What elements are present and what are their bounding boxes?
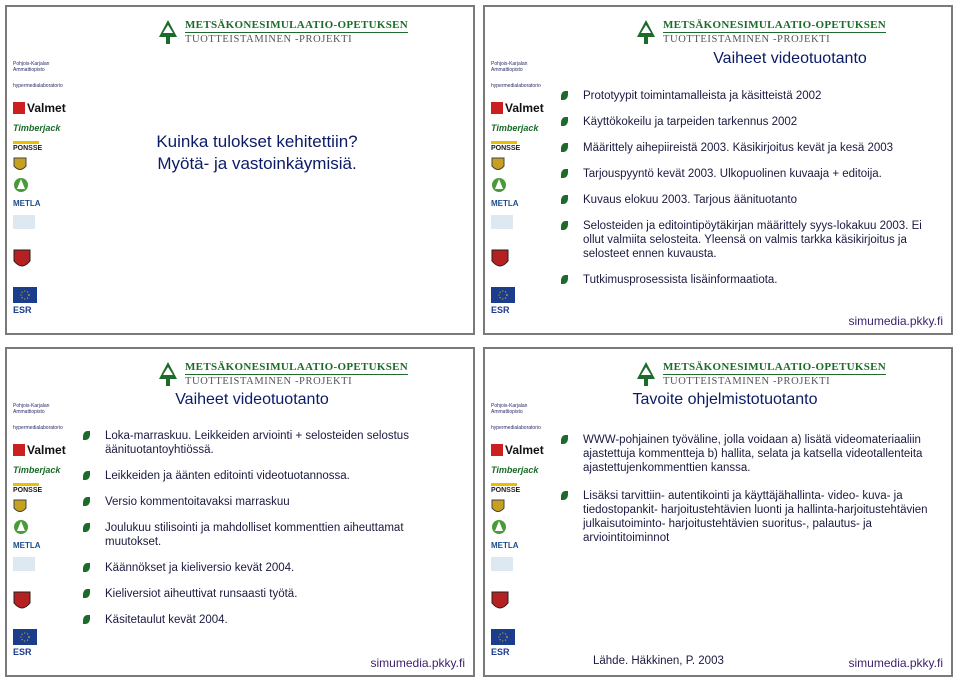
metla-logo: METLA — [491, 199, 519, 208]
crest-icon — [13, 499, 27, 515]
leaf-logo-icon — [13, 177, 29, 193]
slide-2 — [483, 5, 953, 335]
hypermedia-logo: hypermedialaboratorio — [13, 425, 63, 431]
valmet-logo: Valmet — [491, 101, 553, 115]
leaf-logo-icon — [491, 519, 507, 535]
list-item: Lisäksi tarvittiin- autentikointi ja käyttäjähallinta- video- kuva- ja tiedostopankit- harjoitustehtävien luonti ja hallinta-harjoitustehtävien julkaisutoiminto- harjoitustehtävien suoritus-, palautus- ja arviointitoiminnot — [561, 489, 931, 545]
esr-logo: ESR — [491, 305, 510, 315]
sponsor-logo-strip — [491, 393, 553, 669]
coat-of-arms-icon — [13, 249, 31, 271]
valmet-logo: Valmet — [13, 101, 75, 115]
list-item: Versio kommentoitavaksi marraskuu — [83, 495, 423, 509]
coat-of-arms-icon — [13, 591, 31, 613]
project-header-logo — [635, 17, 886, 47]
valmet-logo: Valmet — [13, 443, 75, 457]
list-item: Tarjouspyyntö kevät 2003. Ulkopuolinen kuvaaja + editoija. — [561, 167, 939, 181]
ponsse-logo: PONSSE — [491, 483, 517, 494]
tree-icon — [157, 361, 179, 387]
list-item: Joulukuu stilisointi ja mahdolliset kommenttien aiheuttamat muutokset. — [83, 521, 423, 549]
bullet-icon — [561, 275, 568, 284]
valmet-logo: Valmet — [491, 443, 553, 457]
ponsse-logo: PONSSE — [13, 141, 39, 152]
crest-icon — [491, 499, 505, 515]
metla-logo: METLA — [491, 541, 519, 550]
bullet-icon — [83, 497, 90, 506]
list-item: Käyttökokeilu ja tarpeiden tarkennus 2002 — [561, 115, 939, 129]
pkamk-logo: Pohjois-Karjalan Ammattiopisto — [13, 61, 50, 73]
hypermedia-logo: hypermedialaboratorio — [13, 83, 63, 89]
slide-3-bullets — [83, 429, 423, 627]
header-subtitle: TUOTTEISTAMINEN -PROJEKTI — [663, 33, 831, 45]
metla-logo: METLA — [13, 199, 41, 208]
timberjack-logo: Timberjack — [491, 123, 539, 133]
crest-icon — [13, 157, 27, 173]
list-item: Määrittely aihepiireistä 2003. Käsikirjoitus kevät ja kesä 2003 — [561, 141, 939, 155]
project-header-logo — [157, 17, 408, 47]
header-title: METSÄKONESIMULAATIO-OPETUKSEN — [185, 18, 409, 31]
valmet-mark-icon — [491, 444, 503, 456]
sponsor-logo-strip — [491, 51, 553, 327]
finland-map-icon — [13, 215, 35, 229]
bullet-icon — [561, 117, 568, 126]
list-item: WWW-pohjainen työväline, jolla voidaan a) lisätä videomateriaaliin ajastettuja kommentteja b) hallita, selata ja katsella videotallenteita ajastettujenkommenttien kanssa. — [561, 433, 931, 475]
slide-4-title: Tavoite ohjelmistotuotanto — [632, 391, 818, 408]
coat-of-arms-icon — [491, 249, 509, 271]
tree-icon — [157, 19, 179, 45]
coat-of-arms-icon — [491, 591, 509, 613]
slide-4-bullets — [561, 433, 931, 545]
list-item: Selosteiden ja editointipöytäkirjan määrittely syys-lokakuu 2003. Ei ollut valmiita selosteita. Yleensä on valmis tarkka käsikirjoitus ja selosteet ennen kuvausta. — [561, 219, 939, 261]
bullet-icon — [561, 491, 568, 500]
timberjack-logo: Timberjack — [13, 465, 61, 475]
tree-icon — [635, 361, 657, 387]
finland-map-icon — [491, 557, 513, 571]
bullet-icon — [83, 615, 90, 624]
header-title: METSÄKONESIMULAATIO-OPETUKSEN — [663, 18, 887, 31]
header-title: METSÄKONESIMULAATIO-OPETUKSEN — [663, 360, 887, 373]
slide-3-title: Vaiheet videotuotanto — [175, 391, 329, 408]
footer-url: simumedia.pkky.fi — [848, 656, 943, 670]
list-item: Kuvaus elokuu 2003. Tarjous äänituotanto — [561, 193, 939, 207]
header-subtitle: TUOTTEISTAMINEN -PROJEKTI — [663, 375, 831, 387]
timberjack-logo: Timberjack — [491, 465, 539, 475]
eu-flag-icon — [13, 629, 37, 645]
project-header-logo — [157, 359, 408, 389]
slide-3 — [5, 347, 475, 677]
crest-icon — [491, 157, 505, 173]
list-item: Tutkimusprosessista lisäinformaatiota. — [561, 273, 939, 287]
bullet-icon — [83, 431, 90, 440]
slide-4 — [483, 347, 953, 677]
list-item: Kieliversiot aiheuttivat runsaasti työtä. — [83, 587, 423, 601]
esr-logo: ESR — [13, 647, 32, 657]
leaf-logo-icon — [491, 177, 507, 193]
hypermedia-logo: hypermedialaboratorio — [491, 425, 541, 431]
metla-logo: METLA — [13, 541, 41, 550]
header-title: METSÄKONESIMULAATIO-OPETUKSEN — [185, 360, 409, 373]
bullet-icon — [561, 435, 568, 444]
eu-flag-icon — [491, 287, 515, 303]
leaf-logo-icon — [13, 519, 29, 535]
header-subtitle: TUOTTEISTAMINEN -PROJEKTI — [185, 33, 353, 45]
list-item: Käännökset ja kieliversio kevät 2004. — [83, 561, 423, 575]
valmet-mark-icon — [491, 102, 503, 114]
bullet-icon — [561, 91, 568, 100]
header-subtitle: TUOTTEISTAMINEN -PROJEKTI — [185, 375, 353, 387]
list-item: Loka-marraskuu. Leikkeiden arviointi + selosteiden selostus äänituotantoyhtiössä. — [83, 429, 423, 457]
source-citation: Lähde. Häkkinen, P. 2003 — [593, 655, 724, 667]
esr-logo: ESR — [491, 647, 510, 657]
slide-2-bullets — [561, 89, 939, 287]
eu-flag-icon — [491, 629, 515, 645]
ponsse-logo: PONSSE — [13, 483, 39, 494]
bullet-icon — [83, 563, 90, 572]
valmet-mark-icon — [13, 102, 25, 114]
sponsor-logo-strip — [13, 393, 75, 669]
slide-2-title: Vaiheet videotuotanto — [713, 50, 867, 67]
bullet-icon — [83, 589, 90, 598]
project-header-logo — [635, 359, 886, 389]
eu-flag-icon — [13, 287, 37, 303]
valmet-mark-icon — [13, 444, 25, 456]
list-item: Leikkeiden ja äänten editointi videotuotannossa. — [83, 469, 423, 483]
finland-map-icon — [13, 557, 35, 571]
slide-1-title: Kuinka tulokset kehitettiin? Myötä- ja vastoinkäymisiä. — [156, 132, 358, 173]
bullet-icon — [83, 523, 90, 532]
ponsse-logo: PONSSE — [491, 141, 517, 152]
bullet-icon — [561, 195, 568, 204]
footer-url: simumedia.pkky.fi — [848, 314, 943, 328]
pkamk-logo: Pohjois-Karjalan Ammattiopisto — [491, 61, 528, 73]
slide-1 — [5, 5, 475, 335]
hypermedia-logo: hypermedialaboratorio — [491, 83, 541, 89]
esr-logo: ESR — [13, 305, 32, 315]
bullet-icon — [83, 471, 90, 480]
tree-icon — [635, 19, 657, 45]
finland-map-icon — [491, 215, 513, 229]
bullet-icon — [561, 169, 568, 178]
list-item: Käsitetaulut kevät 2004. — [83, 613, 423, 627]
footer-url: simumedia.pkky.fi — [370, 656, 465, 670]
list-item: Prototyypit toimintamalleista ja käsitteistä 2002 — [561, 89, 939, 103]
sponsor-logo-strip — [13, 51, 75, 327]
pkamk-logo: Pohjois-Karjalan Ammattiopisto — [13, 403, 50, 415]
timberjack-logo: Timberjack — [13, 123, 61, 133]
pkamk-logo: Pohjois-Karjalan Ammattiopisto — [491, 403, 528, 415]
bullet-icon — [561, 221, 568, 230]
bullet-icon — [561, 143, 568, 152]
